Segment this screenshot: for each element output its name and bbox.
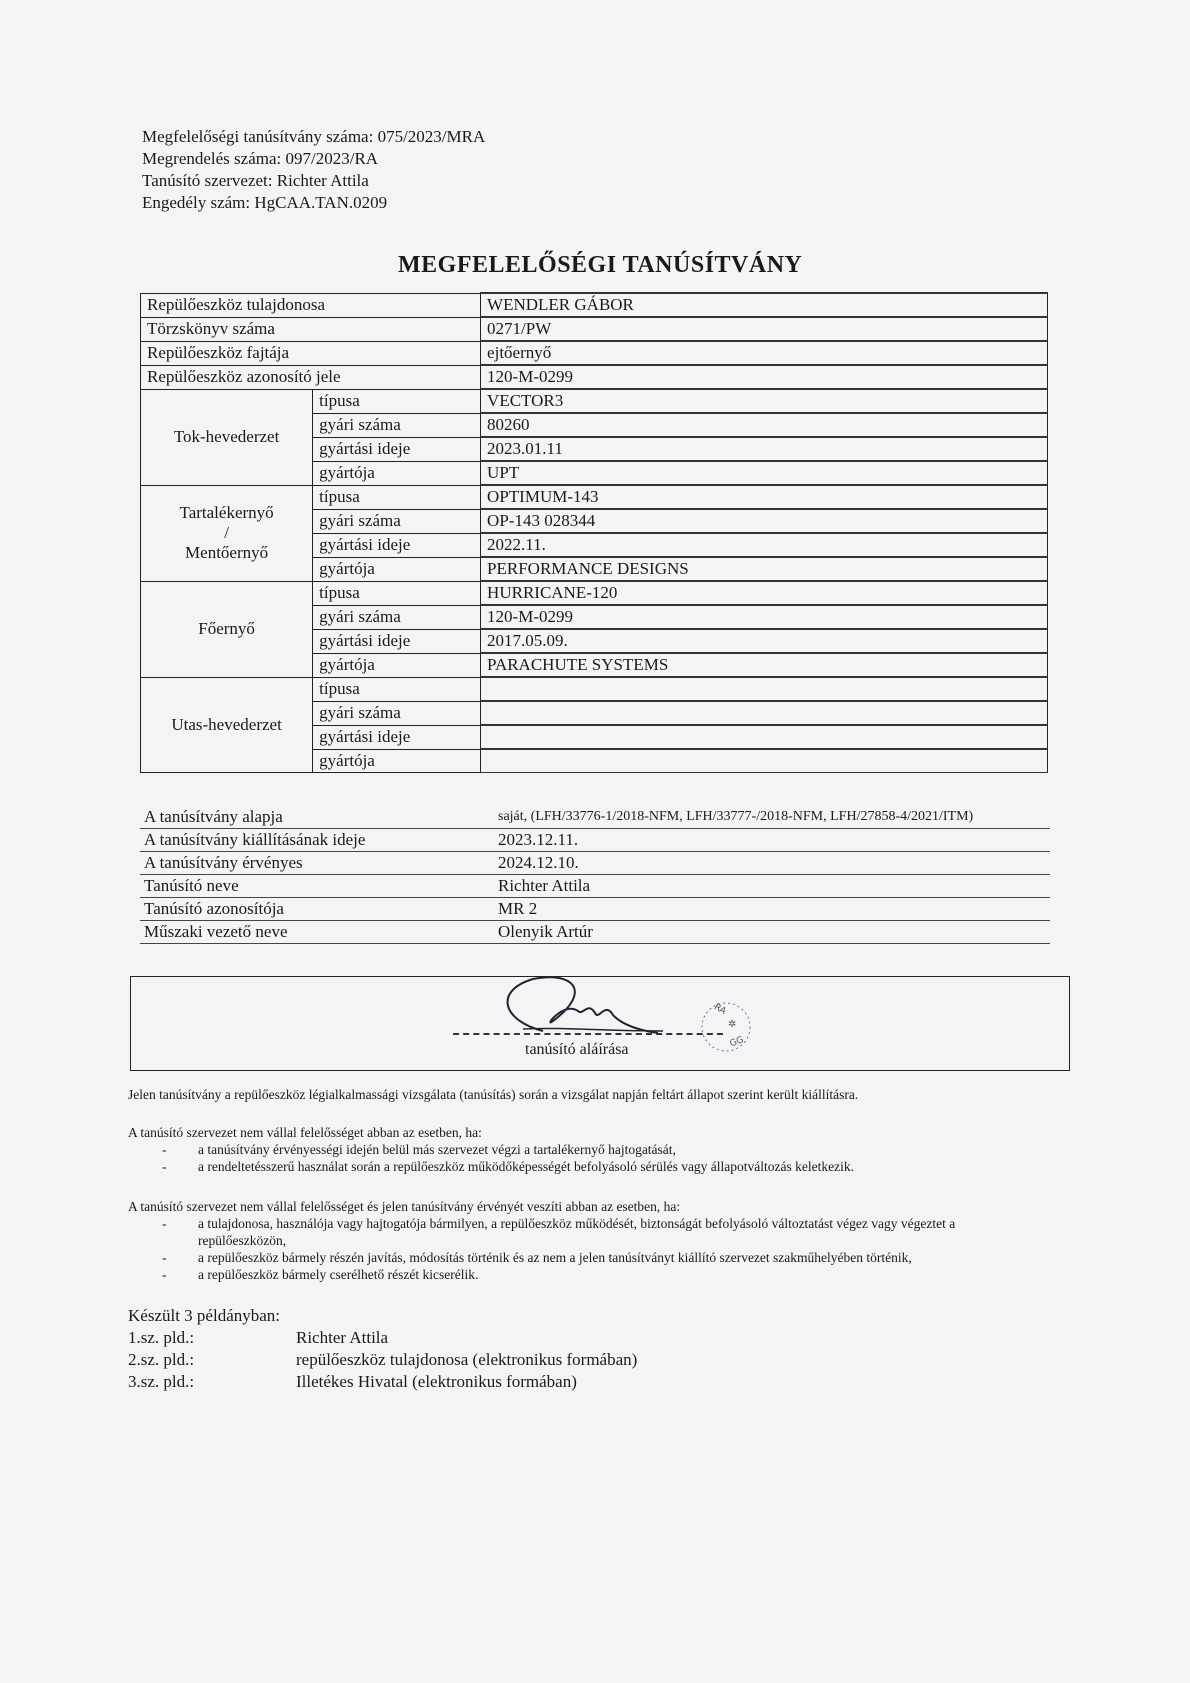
- table-row: [141, 581, 1048, 605]
- table-row: [140, 875, 1050, 898]
- group-name: Főernyő: [141, 581, 313, 677]
- row-label: Repülőeszköz azonosító jele: [141, 365, 481, 389]
- copy-recipient: repülőeszköz tulajdonosa (elektronikus formában): [296, 1350, 638, 1369]
- certifying-organization: Tanúsító szervezet: Richter Attila: [142, 171, 369, 190]
- group-value: 2017.05.09.: [481, 629, 1048, 653]
- copy-recipient: Richter Attila: [296, 1328, 389, 1347]
- statement-paragraph: Jelen tanúsítvány a repülőeszköz légialkalmassági vizsgálata (tanúsítás) során a vizsgálat napján feltárt állapot szerint került kiállításra.: [128, 1087, 859, 1102]
- list-item: - a repülőeszköz bármely részén javítás, módosítás történik és az nem a jelen tanúsítványt kiállító szervezet szakműhelyében történik,: [162, 1250, 912, 1265]
- table-row: [140, 898, 1050, 921]
- copy-row: [128, 1349, 637, 1371]
- svg-text:GG: GG: [728, 1035, 746, 1050]
- list-item-text: a tulajdonosa, használója vagy hajtogatója bármilyen, a repülőeszköz működését, biztonságát befolyásoló változtatást végez vagy végeztet a repülőeszközön,: [198, 1216, 956, 1248]
- equipment-table: [140, 292, 1048, 773]
- sub-label: típusa: [313, 677, 481, 701]
- handwritten-signature: [483, 971, 673, 1051]
- signature-box: [130, 976, 1070, 1071]
- sub-label: gyári száma: [313, 509, 481, 533]
- sub-label: típusa: [313, 581, 481, 605]
- table-row: [141, 485, 1048, 509]
- row-label: Törzskönyv száma: [141, 317, 481, 341]
- sub-label: típusa: [313, 389, 481, 413]
- row-label: Repülőeszköz fajtája: [141, 341, 481, 365]
- sub-label: gyártója: [313, 653, 481, 677]
- signature-label: tanúsító aláírása: [525, 1041, 629, 1058]
- row-value: 120-M-0299: [481, 365, 1048, 389]
- copy-row: [128, 1371, 637, 1393]
- sub-label: gyártója: [313, 749, 481, 773]
- detail-value: 2024.12.10.: [484, 852, 1050, 875]
- detail-value: 2023.12.11.: [484, 829, 1050, 852]
- detail-label: Műszaki vezető neve: [140, 921, 484, 944]
- row-value: ejtőernyő: [481, 341, 1048, 365]
- copy-number: 3.sz. pld.:: [128, 1372, 195, 1391]
- sub-label: gyártási ideje: [313, 437, 481, 461]
- group-value: [481, 725, 1048, 749]
- paragraph-intro: A tanúsító szervezet nem vállal felelősséget abban az esetben, ha:: [128, 1125, 482, 1140]
- table-row: [141, 677, 1048, 701]
- copies-section: [128, 1305, 637, 1393]
- license-number: Engedély szám: HgCAA.TAN.0209: [142, 193, 388, 212]
- list-item: - a rendeltetésszerű használat során a repülőeszköz működőképességét befolyásoló sérülés vagy állapotváltozás keletkezik.: [162, 1159, 854, 1174]
- group-value: [481, 677, 1048, 701]
- list-item: - a tanúsítvány érvényességi idején belül más szervezet végzi a tartalékernyő hajtogatását,: [162, 1142, 676, 1157]
- copy-row: [128, 1327, 637, 1349]
- paragraph-intro: A tanúsító szervezet nem vállal felelősséget és jelen tanúsítvány érvényét veszíti abban az esetben, ha:: [128, 1199, 681, 1214]
- list-item: - a repülőeszköz bármely cserélhető részét kicserélik.: [162, 1267, 479, 1282]
- table-row: [140, 921, 1050, 944]
- table-row: [141, 365, 1048, 389]
- group-value: UPT: [481, 461, 1048, 485]
- group-value: 80260: [481, 413, 1048, 437]
- certificate-number: Megfelelőségi tanúsítvány száma: 075/2023/MRA: [142, 127, 486, 146]
- group-value: 120-M-0299: [481, 605, 1048, 629]
- list-item-text: a repülőeszköz bármely részén javítás, módosítás történik és az nem a jelen tanúsítványt kiállító szervezet szakműhelyében történik,: [198, 1250, 912, 1265]
- sub-label: típusa: [313, 485, 481, 509]
- detail-value: saját, (LFH/33776-1/2018-NFM, LFH/33777-/2018-NFM, LFH/27858-4/2021/ITM): [484, 806, 1050, 829]
- sub-label: gyártója: [313, 557, 481, 581]
- row-value: 0271/PW: [481, 317, 1048, 341]
- group-name: [141, 485, 313, 581]
- document-title: MEGFELELŐSÉGI TANÚSÍTVÁNY: [398, 252, 803, 278]
- list-item-text: a tanúsítvány érvényességi idején belül más szervezet végzi a tartalékernyő hajtogatását,: [198, 1142, 676, 1157]
- list-item-text: a rendeltetésszerű használat során a repülőeszköz működőképességét befolyásoló sérülés vagy állapotváltozás keletkezik.: [198, 1159, 854, 1174]
- sub-label: gyártási ideje: [313, 629, 481, 653]
- copy-number: 1.sz. pld.:: [128, 1328, 195, 1347]
- sub-label: gyári száma: [313, 605, 481, 629]
- group-value: 2023.01.11: [481, 437, 1048, 461]
- detail-label: A tanúsítvány kiállításának ideje: [140, 829, 484, 852]
- group-value: HURRICANE-120: [481, 581, 1048, 605]
- svg-text:✲: ✲: [728, 1019, 737, 1030]
- group-value: [481, 701, 1048, 725]
- table-row: [141, 389, 1048, 413]
- detail-label: A tanúsítvány érvényes: [140, 852, 484, 875]
- detail-label: Tanúsító neve: [140, 875, 484, 898]
- certificate-header: [142, 126, 485, 214]
- group-value: VECTOR3: [481, 389, 1048, 413]
- sub-label: gyártója: [313, 461, 481, 485]
- group-value: [481, 749, 1048, 773]
- detail-value: MR 2: [484, 898, 1050, 921]
- detail-value: Olenyik Artúr: [484, 921, 1050, 944]
- detail-label: Tanúsító azonosítója: [140, 898, 484, 921]
- table-row: [140, 806, 1050, 829]
- group-value: 2022.11.: [481, 533, 1048, 557]
- group-name-line: Mentőernyő: [185, 543, 269, 562]
- table-row: [141, 341, 1048, 365]
- table-row: [140, 829, 1050, 852]
- sub-label: gyári száma: [313, 701, 481, 725]
- group-name-line: /: [224, 523, 229, 542]
- liability-paragraph-1: [128, 1124, 1028, 1175]
- row-value: WENDLER GÁBOR: [481, 293, 1048, 317]
- svg-text:RA: RA: [712, 1002, 728, 1017]
- group-name-line: Tartalékernyő: [179, 503, 274, 522]
- sub-label: gyártási ideje: [313, 725, 481, 749]
- group-value: PERFORMANCE DESIGNS: [481, 557, 1048, 581]
- liability-paragraph-2: [128, 1198, 1028, 1283]
- table-row: [140, 852, 1050, 875]
- table-row: [141, 293, 1048, 317]
- list-item-text: a repülőeszköz bármely cserélhető részét kicserélik.: [198, 1267, 479, 1282]
- stamp-seal: [696, 997, 756, 1057]
- detail-label: A tanúsítvány alapja: [140, 806, 484, 829]
- list-item: - a tulajdonosa, használója vagy hajtogatója bármilyen, a repülőeszköz működését, biztonságát befolyásoló változtatást végez vagy végeztet a repülőeszközön,: [162, 1216, 956, 1248]
- group-value: OP-143 028344: [481, 509, 1048, 533]
- copy-number: 2.sz. pld.:: [128, 1350, 195, 1369]
- copy-recipient: Illetékes Hivatal (elektronikus formában): [296, 1372, 577, 1391]
- copies-title: Készült 3 példányban:: [128, 1306, 281, 1325]
- order-number: Megrendelés száma: 097/2023/RA: [142, 149, 379, 168]
- signature-line: [453, 1033, 723, 1035]
- group-name: Utas-hevederzet: [141, 677, 313, 773]
- group-value: PARACHUTE SYSTEMS: [481, 653, 1048, 677]
- group-name: Tok-hevederzet: [141, 389, 313, 485]
- certificate-details-table: [140, 806, 1050, 944]
- detail-value: Richter Attila: [484, 875, 1050, 898]
- row-label: Repülőeszköz tulajdonosa: [141, 293, 481, 317]
- group-value: OPTIMUM-143: [481, 485, 1048, 509]
- table-row: [141, 317, 1048, 341]
- sub-label: gyári száma: [313, 413, 481, 437]
- sub-label: gyártási ideje: [313, 533, 481, 557]
